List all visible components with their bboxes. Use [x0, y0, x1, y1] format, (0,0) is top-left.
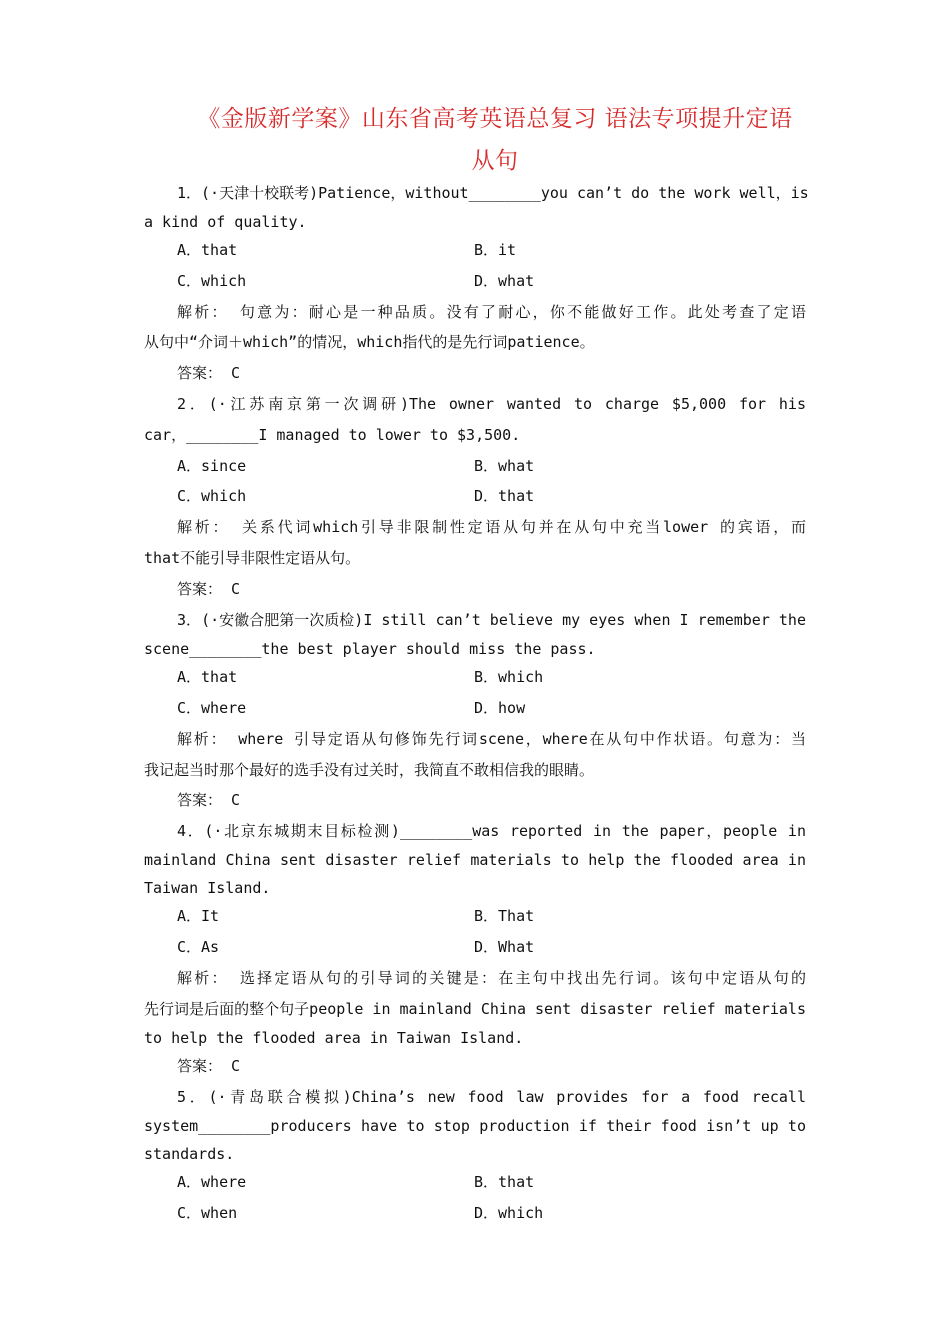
answer-text: 答案： C	[177, 364, 241, 382]
answer-text: 答案： C	[177, 1057, 241, 1075]
answer-text: 答案： C	[177, 791, 241, 809]
question-stem: a kind of quality.	[144, 213, 307, 231]
analysis-text: 先行词是后面的整个句子people in mainland China sent disaster relief materials	[144, 1000, 806, 1018]
option-a: A．that	[177, 241, 238, 259]
option-d: D．which	[474, 1204, 544, 1222]
question-stem: standards.	[144, 1145, 235, 1163]
option-b: B．what	[474, 457, 535, 475]
analysis-text: 我记起当时那个最好的选手没有过关时，我简直不敢相信我的眼睛。	[144, 761, 595, 779]
option-b: B．that	[474, 1173, 535, 1191]
option-a: A．It	[177, 907, 220, 925]
option-c: C．As	[177, 938, 220, 956]
question-stem: Taiwan Island.	[144, 879, 271, 897]
question-stem: 1．(·天津十校联考)Patience，without________you can’t do the work well，is	[177, 184, 809, 202]
option-d: D．how	[474, 699, 526, 717]
question-stem: 5．(·青岛联合模拟)China’s new food law provides for a food recall	[177, 1088, 806, 1106]
analysis-text: 解析： 选择定语从句的引导词的关键是：在主句中找出先行词。该句中定语从句的	[177, 969, 806, 987]
title-line-1: 《金版新学案》山东省高考英语总复习 语法专项提升定语	[197, 106, 793, 132]
option-c: C．which	[177, 487, 247, 505]
analysis-text: that不能引导非限性定语从句。	[144, 549, 361, 567]
analysis-text: 解析： 关系代词which引导非限制性定语从句并在从句中充当lower 的宾语，而	[177, 518, 806, 536]
option-c: C．when	[177, 1204, 238, 1222]
option-d: D．What	[474, 938, 535, 956]
option-a: A．since	[177, 457, 247, 475]
answer-text: 答案： C	[177, 580, 241, 598]
question-stem: 2．(·江苏南京第一次调研)The owner wanted to charge $5,000 for his	[177, 395, 806, 413]
option-c: C．where	[177, 699, 247, 717]
option-d: D．that	[474, 487, 535, 505]
option-a: A．that	[177, 668, 238, 686]
analysis-text: to help the flooded area in Taiwan Island.	[144, 1029, 524, 1047]
question-stem: mainland China sent disaster relief materials to help the flooded area in	[144, 851, 806, 869]
option-b: B．That	[474, 907, 535, 925]
analysis-text: 解析： where 引导定语从句修饰先行词scene，where在从句中作状语。句意为：当	[177, 730, 806, 748]
question-stem: system________producers have to stop production if their food isn’t up to	[144, 1117, 806, 1135]
document-title	[175, 98, 815, 182]
question-stem: 4．(·北京东城期末目标检测)________was reported in the paper，people in	[177, 822, 806, 840]
question-stem: 3．(·安徽合肥第一次质检)I still can’t believe my eyes when I remember the	[177, 611, 806, 629]
title-line-2: 从句	[471, 148, 519, 174]
analysis-text: 从句中“介词＋which”的情况，which指代的是先行词patience。	[144, 333, 595, 351]
option-a: A．where	[177, 1173, 247, 1191]
option-b: B．it	[474, 241, 517, 259]
option-c: C．which	[177, 272, 247, 290]
question-stem: car，________I managed to lower to $3,500.	[144, 426, 521, 444]
question-stem: scene________the best player should miss the pass.	[144, 640, 596, 658]
option-b: B．which	[474, 668, 544, 686]
option-d: D．what	[474, 272, 535, 290]
analysis-text: 解析： 句意为：耐心是一种品质。没有了耐心，你不能做好工作。此处考查了定语	[177, 303, 806, 321]
